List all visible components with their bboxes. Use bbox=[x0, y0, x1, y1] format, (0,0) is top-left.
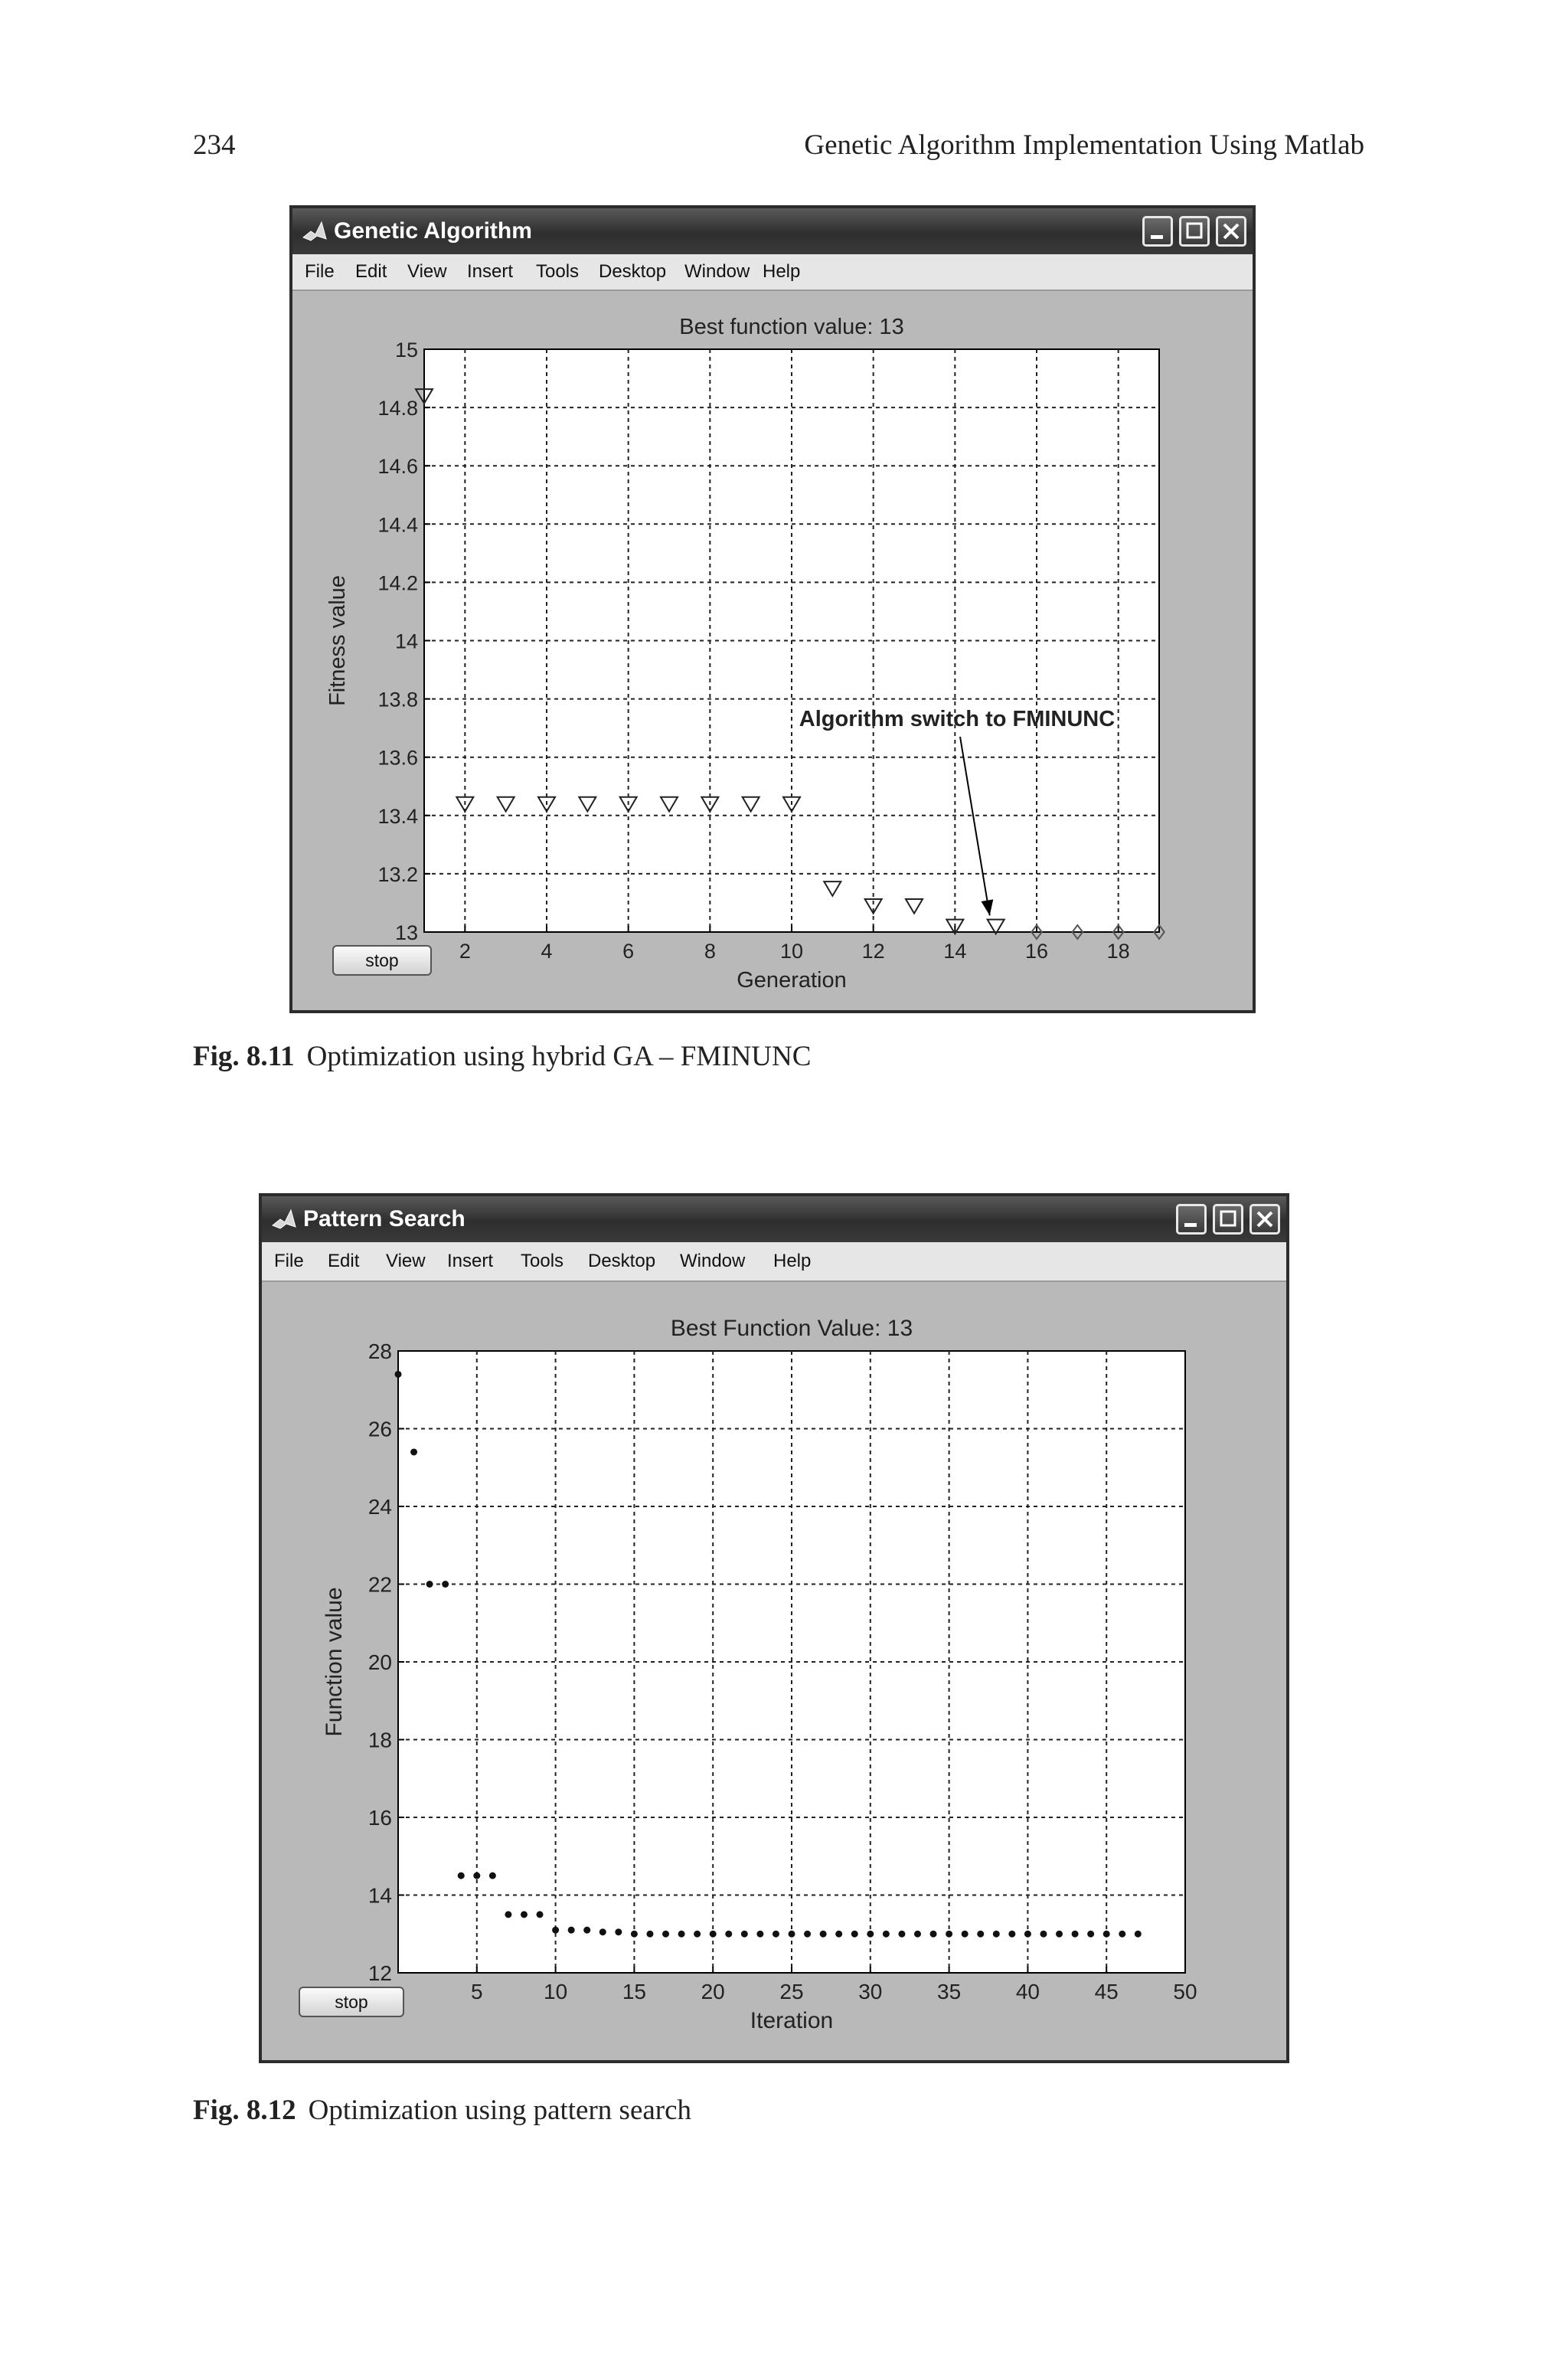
data-point bbox=[1103, 1931, 1110, 1938]
data-point bbox=[631, 1931, 638, 1938]
x-tick-label: 15 bbox=[622, 1980, 646, 2003]
menu-help[interactable]: Help bbox=[773, 1251, 812, 1271]
stop-button[interactable]: stop bbox=[299, 1987, 404, 2017]
menu-file[interactable]: File bbox=[274, 1251, 304, 1271]
x-axis-label: Generation bbox=[737, 968, 847, 993]
stop-button[interactable]: stop bbox=[332, 945, 432, 976]
y-tick-label: 14 bbox=[394, 630, 418, 653]
data-point bbox=[914, 1931, 921, 1938]
x-tick-label: 35 bbox=[937, 1980, 962, 2003]
menu-desktop[interactable]: Desktop bbox=[599, 261, 667, 282]
y-tick-label: 13.2 bbox=[377, 862, 418, 886]
menu-file[interactable]: File bbox=[305, 261, 335, 282]
figure-caption-8-11 bbox=[193, 1040, 811, 1073]
data-point bbox=[756, 1931, 763, 1938]
y-tick-label: 13.4 bbox=[377, 804, 418, 828]
data-point bbox=[568, 1927, 575, 1934]
menu-tools[interactable]: Tools bbox=[536, 261, 580, 282]
y-tick-label: 16 bbox=[368, 1806, 392, 1830]
data-point bbox=[710, 1931, 717, 1938]
x-tick-label: 6 bbox=[622, 940, 635, 963]
y-tick-label: 15 bbox=[394, 339, 418, 361]
y-tick-label: 24 bbox=[368, 1495, 392, 1519]
x-tick-label: 45 bbox=[1094, 1980, 1119, 2003]
x-tick-label: 2 bbox=[459, 940, 471, 963]
x-tick-label: 10 bbox=[779, 940, 804, 963]
x-tick-label: 20 bbox=[701, 1980, 725, 2003]
y-tick-label: 14 bbox=[368, 1883, 392, 1908]
data-point bbox=[962, 1931, 969, 1938]
data-point bbox=[662, 1931, 669, 1938]
running-head: Genetic Algorithm Implementation Using Matlab bbox=[804, 129, 1364, 161]
data-point bbox=[505, 1911, 511, 1918]
ga-window bbox=[289, 205, 1256, 1013]
menu-edit[interactable]: Edit bbox=[355, 261, 387, 282]
data-point bbox=[1135, 1931, 1142, 1938]
chart-title: Best Function Value: 13 bbox=[670, 1316, 913, 1341]
data-point bbox=[615, 1928, 622, 1935]
x-tick-label: 10 bbox=[544, 1980, 568, 2003]
y-tick-label: 20 bbox=[368, 1650, 392, 1674]
data-point bbox=[867, 1931, 874, 1938]
data-point bbox=[646, 1931, 653, 1938]
data-point bbox=[426, 1581, 433, 1588]
caption-label: Fig. 8.11 bbox=[193, 1041, 295, 1072]
x-tick-label: 30 bbox=[858, 1980, 883, 2003]
x-tick-label: 16 bbox=[1024, 940, 1049, 963]
page-number: 234 bbox=[193, 129, 236, 161]
menu-window[interactable]: Window bbox=[680, 1251, 746, 1271]
y-tick-label: 26 bbox=[368, 1417, 392, 1441]
data-point bbox=[537, 1911, 544, 1918]
data-point bbox=[521, 1911, 528, 1918]
x-tick-label: 18 bbox=[1106, 940, 1130, 963]
data-point bbox=[725, 1931, 732, 1938]
data-point bbox=[993, 1931, 1000, 1938]
caption-label: Fig. 8.12 bbox=[193, 2095, 296, 2126]
menu-insert[interactable]: Insert bbox=[447, 1251, 494, 1271]
data-point bbox=[458, 1872, 465, 1879]
y-tick-label: 18 bbox=[368, 1728, 392, 1752]
y-tick-label: 14.8 bbox=[377, 397, 418, 420]
x-tick-label: 40 bbox=[1015, 1980, 1040, 2003]
data-point bbox=[898, 1931, 905, 1938]
y-tick-label: 13.8 bbox=[377, 688, 418, 711]
data-point bbox=[1072, 1931, 1079, 1938]
x-tick-label: 12 bbox=[861, 940, 885, 963]
data-point bbox=[1040, 1931, 1047, 1938]
ga-fitness-chart bbox=[292, 208, 1253, 1010]
y-tick-label: 14.6 bbox=[377, 455, 418, 479]
y-tick-label: 13 bbox=[394, 921, 418, 944]
caption-text: Optimization using hybrid GA – FMINUNC bbox=[306, 1041, 812, 1072]
ga-window-title: Genetic Algorithm bbox=[334, 218, 532, 244]
data-point bbox=[410, 1448, 417, 1455]
data-point bbox=[442, 1581, 449, 1588]
data-point bbox=[583, 1927, 590, 1934]
data-point bbox=[741, 1931, 748, 1938]
y-axis-label: Function value bbox=[322, 1587, 347, 1737]
y-tick-label: 13.6 bbox=[377, 746, 418, 770]
y-axis-label: Fitness value bbox=[325, 575, 350, 706]
pattern-search-window bbox=[259, 1193, 1289, 2063]
menu-view[interactable]: View bbox=[407, 261, 447, 282]
data-point bbox=[1119, 1931, 1125, 1938]
caption-text: Optimization using pattern search bbox=[308, 2095, 692, 2126]
data-point bbox=[883, 1931, 890, 1938]
data-point bbox=[835, 1931, 842, 1938]
x-tick-label: 50 bbox=[1173, 1980, 1197, 2003]
data-point bbox=[930, 1931, 937, 1938]
y-tick-label: 12 bbox=[368, 1961, 392, 1985]
menu-view[interactable]: View bbox=[386, 1251, 426, 1271]
y-tick-label: 14.4 bbox=[377, 513, 418, 537]
menu-insert[interactable]: Insert bbox=[467, 261, 514, 282]
data-point bbox=[773, 1931, 779, 1938]
data-point bbox=[804, 1931, 811, 1938]
menu-window[interactable]: Window bbox=[684, 261, 750, 282]
chart-title: Best function value: 13 bbox=[679, 315, 904, 339]
ps-window-title: Pattern Search bbox=[303, 1206, 466, 1231]
x-tick-label: 4 bbox=[541, 940, 553, 963]
x-tick-label: 14 bbox=[943, 940, 967, 963]
menu-desktop[interactable]: Desktop bbox=[588, 1251, 656, 1271]
data-point bbox=[1024, 1931, 1031, 1938]
data-point bbox=[1056, 1931, 1063, 1938]
data-point bbox=[473, 1872, 480, 1879]
data-point bbox=[820, 1931, 827, 1938]
figure-caption-8-12 bbox=[193, 2094, 691, 2127]
data-point bbox=[395, 1371, 402, 1378]
y-tick-label: 14.2 bbox=[377, 571, 418, 595]
annotation-text: Algorithm switch to FMINUNC bbox=[799, 707, 1116, 731]
menu-tools[interactable]: Tools bbox=[521, 1251, 564, 1271]
menu-edit[interactable]: Edit bbox=[328, 1251, 360, 1271]
x-tick-label: 8 bbox=[704, 940, 716, 963]
data-point bbox=[599, 1928, 606, 1935]
data-point bbox=[789, 1931, 795, 1938]
x-axis-label: Iteration bbox=[750, 2008, 834, 2033]
data-point bbox=[552, 1927, 559, 1934]
data-point bbox=[694, 1931, 701, 1938]
y-tick-label: 22 bbox=[368, 1572, 392, 1597]
y-tick-label: 28 bbox=[368, 1339, 392, 1363]
data-point bbox=[851, 1931, 858, 1938]
x-tick-label: 5 bbox=[471, 1980, 483, 2003]
data-point bbox=[678, 1931, 685, 1938]
x-tick-label: 25 bbox=[779, 1980, 804, 2003]
menu-help[interactable]: Help bbox=[763, 261, 801, 282]
pattern-search-chart bbox=[262, 1196, 1286, 2060]
data-point bbox=[1087, 1931, 1094, 1938]
data-point bbox=[977, 1931, 984, 1938]
data-point bbox=[1008, 1931, 1015, 1938]
data-point bbox=[946, 1931, 952, 1938]
data-point bbox=[489, 1872, 496, 1879]
